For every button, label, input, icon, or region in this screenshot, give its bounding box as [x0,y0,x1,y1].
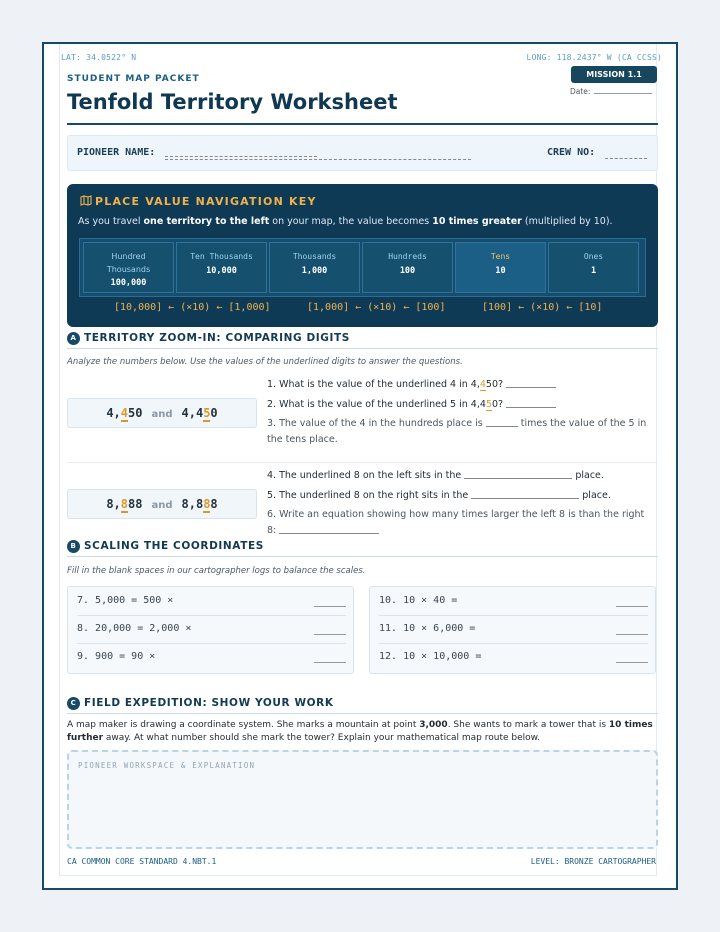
section-a-rule [67,348,658,349]
answer-10-blank[interactable] [616,596,648,607]
worksheet-page [42,42,678,890]
multiplier-chain-3: [100] ← (×10) ← [10] [482,302,603,313]
number-pair-2: 8,888 and 8,888 [67,489,257,519]
pioneer-workspace[interactable] [67,750,658,849]
place-hundred-thousands: Hundred Thousands 100,000 [83,242,174,293]
header-rule [67,123,658,125]
section-b-instructions: Fill in the blank spaces in our cartographer logs to balance the scales. [67,566,366,576]
packet-label: STUDENT MAP PACKET [67,74,200,84]
number-pair-1: 4,450 and 4,450 [67,398,257,428]
field-expedition-prompt: A map maker is drawing a coordinate system. She marks a mountain at point 3,000. She wants to mark a tower that is 10 times further away. At what number should she mark the tower? Explain your mathematical map route below. [67,720,653,743]
standard-footer: CA COMMON CORE STANDARD 4.NBT.1 [67,857,217,866]
date-field[interactable] [570,87,652,96]
section-c-badge: C [67,697,80,710]
crew-number-field[interactable] [605,158,647,159]
question-6: 6. Write an equation showing how many times larger the left 8 is than the right 8: [267,509,645,536]
place-ten-thousands: Ten Thousands 10,000 [176,242,267,293]
place-tens: Tens 10 [455,242,546,293]
longitude-readout: LONG: 118.2437° W (CA CCSS) [526,53,662,62]
answer-7-blank[interactable] [314,596,346,607]
answer-1-blank[interactable] [506,378,556,388]
place-hundreds: Hundreds 100 [362,242,453,293]
pioneer-name-label: PIONEER NAME: [77,147,156,158]
log-item-7: 7. 5,000 = 500 × [77,588,346,616]
answer-12-blank[interactable] [616,652,648,663]
crew-number-label: CREW NO: [547,147,596,158]
pioneer-name-field[interactable] [165,156,317,157]
section-c-rule [67,713,658,714]
section-b-rule [67,556,658,557]
answer-3-blank[interactable] [486,417,518,427]
answer-11-blank[interactable] [616,624,648,635]
question-4: 4. The underlined 8 on the left sits in the place. [267,470,604,481]
log-item-10: 10. 10 × 40 = [379,588,648,616]
question-3: 3. The value of the 4 in the hundreds place is times the value of the 5 in the tens place. [267,418,647,445]
section-b-heading: B SCALING THE COORDINATES [67,540,264,553]
section-c-heading: C FIELD EXPEDITION: SHOW YOUR WORK [67,697,334,710]
answer-9-blank[interactable] [314,652,346,663]
inner-border [59,44,662,876]
map-icon [80,195,92,206]
key-title: PLACE VALUE NAVIGATION KEY [80,195,317,208]
question-2: 2. What is the value of the underlined 5 in 4,450? [267,397,556,413]
place-value-chart [79,238,646,297]
name-bar [67,135,658,171]
latitude-readout: LAT: 34.0522° N [61,53,137,62]
question-5: 5. The underlined 8 on the right sits in the place. [267,490,611,501]
question-1: 1. What is the value of the underlined 4 in 4,450? [267,377,556,393]
answer-4-blank[interactable] [464,469,572,479]
multiplier-chain-2: [1,000] ← (×10) ← [100] [307,302,446,313]
section-a-heading: A TERRITORY ZOOM-IN: COMPARING DIGITS [67,332,350,345]
answer-8-blank[interactable] [314,624,346,635]
place-thousands: Thousands 1,000 [269,242,360,293]
section-b-badge: B [67,540,80,553]
section-a-instructions: Analyze the numbers below. Use the values of the underlined digits to answer the questions. [67,357,463,367]
answer-5-blank[interactable] [471,489,579,499]
key-description: As you travel one territory to the left on your map, the value becomes 10 times greater (multiplied by 10). [78,216,613,227]
log-item-12: 12. 10 × 10,000 = [379,644,648,672]
log-box-left [67,586,354,674]
place-value-key [67,184,658,327]
date-label: Date: [570,87,591,96]
log-item-11: 11. 10 × 6,000 = [379,616,648,644]
place-ones: Ones 1 [548,242,639,293]
workspace-label: PIONEER WORKSPACE & EXPLANATION [78,761,256,770]
answer-2-blank[interactable] [506,398,556,408]
page-title: Tenfold Territory Worksheet [67,90,398,114]
answer-6-blank[interactable] [279,524,379,534]
section-a-badge: A [67,332,80,345]
log-item-9: 9. 900 = 90 × [77,644,346,672]
log-box-right [369,586,656,674]
level-footer: LEVEL: BRONZE CARTOGRAPHER [530,857,656,866]
mission-badge: MISSION 1.1 [571,66,657,83]
log-item-8: 8. 20,000 = 2,000 × [77,616,346,644]
multiplier-chain-1: [10,000] ← (×10) ← [1,000] [114,302,271,313]
